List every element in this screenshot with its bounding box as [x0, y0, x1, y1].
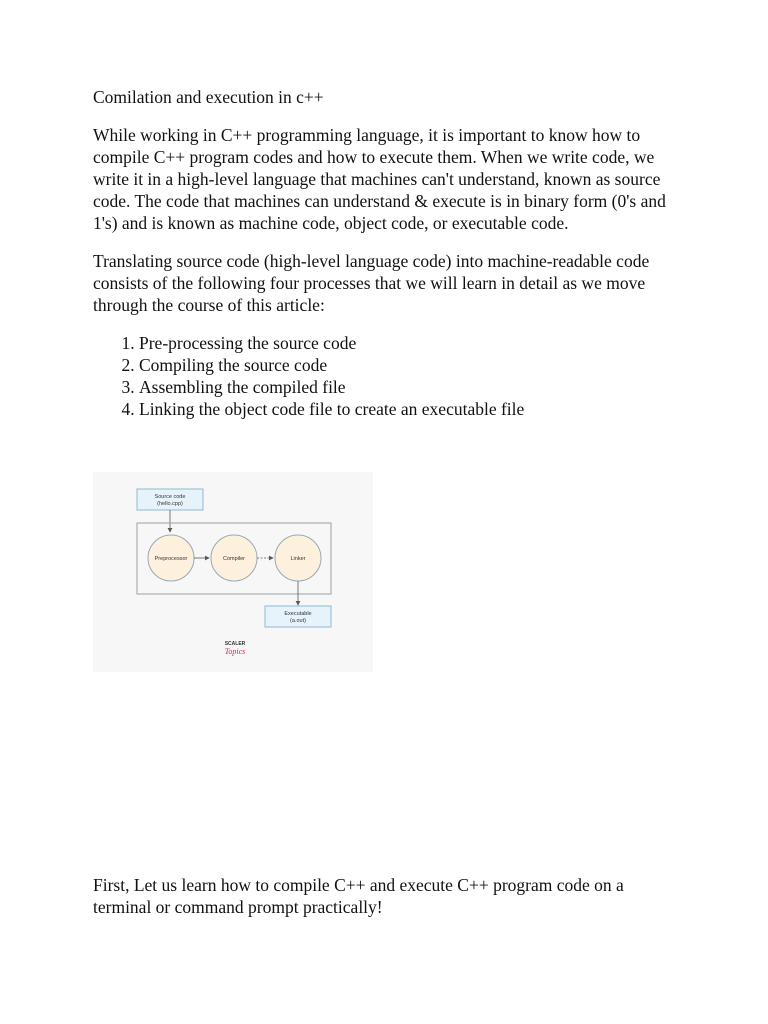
list-item: 3. Assembling the compiled file — [139, 376, 683, 398]
list-item: 2. Compiling the source code — [139, 354, 683, 376]
source-code-filename: (hello.cpp) — [157, 501, 183, 507]
source-code-label: Source code — [154, 494, 186, 500]
compiler-label: Compiler — [222, 556, 246, 562]
preprocessor-label: Preprocessor — [154, 556, 188, 562]
executable-filename: (a.out) — [290, 618, 306, 624]
watermark-scaler: SCALER — [224, 641, 246, 647]
process-paragraph: Translating source code (high-level language code) into machine-readable code consists of the following four processes that we will learn in detail as we move through the course of this article: — [93, 251, 650, 315]
document-title: Comilation and execution in c++ — [93, 87, 324, 107]
process-steps-list — [93, 332, 683, 420]
closing-paragraph: First, Let us learn how to compile C++ and execute C++ program code on a terminal or command prompt practically! — [93, 875, 624, 917]
executable-label: Executable — [284, 611, 312, 617]
list-item: 4. Linking the object code file to create an executable file — [139, 398, 683, 420]
document-body — [93, 86, 683, 420]
list-item: 1. Pre-processing the source code — [139, 332, 683, 354]
compilation-diagram — [93, 472, 373, 672]
watermark-topics: Topics — [224, 647, 246, 656]
linker-label: Linker — [290, 556, 306, 562]
compilation-diagram-svg — [93, 472, 373, 672]
intro-paragraph: While working in C++ programming language, it is important to know how to compile C++ program codes and how to execute them. When we write code, we write it in a high-level language that machines can't understand, known as source code. The code that machines can understand & execute is in binary form (0's and 1's) and is known as machine code, object code, or executable code. — [93, 125, 666, 233]
